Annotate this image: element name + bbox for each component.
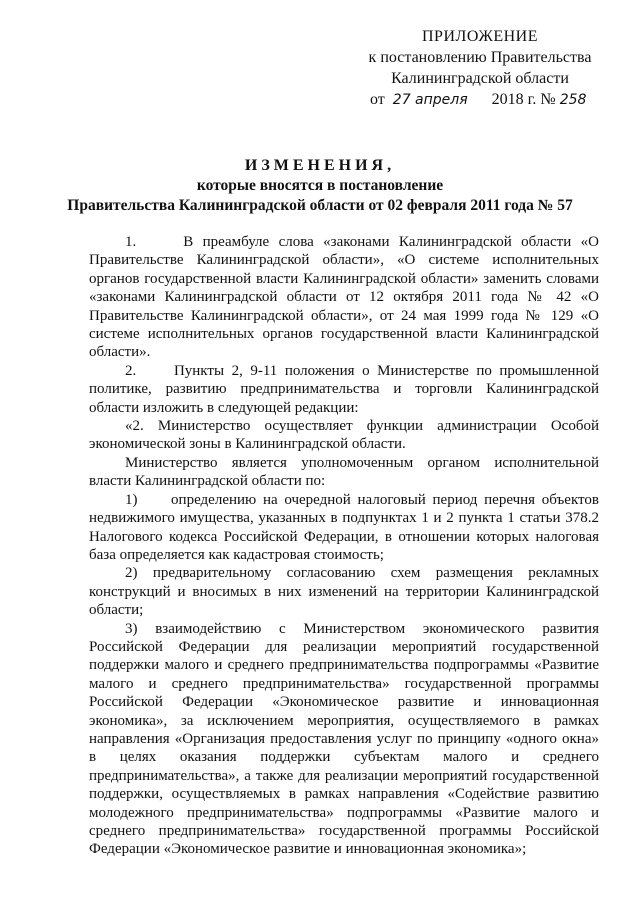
appendix-block: [360, 26, 600, 111]
document-body: [89, 233, 599, 859]
paragraph-7: 3) взаимодействию с Министерством экономического развития Российской Федерации для реализации мероприятий государственной поддержки малого и среднего предпринимательства подпрограммы «Развитие малого и среднего предпринимательства» государственной программы Российской Федерации «Экономическое развитие и инновационная экономика», за исключением мероприятия, осуществляемого в рамках направления «Организация предоставления услуг по принципу «одного окна» в целях оказания поддержки субъектам малого и среднего предпринимательства», а также для реализации мероприятий государственной поддержки, осуществляемых в рамках направления «Содействие развитию молодежного предпринимательства» подпрограммы «Развитие малого и среднего предпринимательства» государственной программы Российской Федерации «Экономическое развитие и инновационная экономика»;: [89, 620, 599, 858]
paragraph-1: 1. В преамбуле слова «законами Калининградской области «О Правительстве Калининградской области», «О системе исполнительных органов государственной власти Калининградской области» заменить словами «законами Калининградской области от 12 октября 2011 года № 42 «О Правительстве Калининградской области», от 24 мая 1999 года № 129 «О системе исполнительных органов государственной власти Калининградской области».: [89, 234, 599, 361]
paragraph-2: 2. Пункты 2, 9-11 положения о Министерстве по промышленной политике, развитию предпринимательства и торговли Калининградской области изложить в следующей редакции:: [89, 362, 599, 416]
document-heading: [40, 156, 600, 216]
date-day-month: 27 апреля: [392, 92, 468, 108]
appendix-line-1: к постановлению Правительства: [368, 49, 592, 66]
date-prefix: от: [370, 91, 385, 108]
heading-title: ИЗМЕНЕНИЯ,: [244, 157, 396, 174]
document-number: 258: [559, 92, 587, 108]
heading-subtitle: которые вносятся в постановление: [196, 177, 444, 194]
appendix-title: ПРИЛОЖЕНИЕ: [421, 28, 538, 45]
appendix-date-line: [360, 89, 600, 111]
heading-subtitle-2: Правительства Калининградской области от 02 февраля 2011 года № 57: [67, 197, 573, 214]
appendix-line-2: Калининградской области: [391, 70, 569, 87]
paragraph-3: «2. Министерство осуществляет функции администрации Особой экономической зоны в Калининградской области.: [89, 418, 599, 453]
paragraph-6: 2) предварительному согласованию схем размещения рекламных конструкций и вносимых в них изменений на территории Калининградской области;: [89, 565, 599, 619]
paragraph-4: Министерство является уполномоченным органом исполнительной власти Калининградской области по:: [89, 454, 599, 490]
date-year: 2018 г. №: [491, 91, 556, 108]
paragraph-5: 1) определению на очередной налоговый период перечня объектов недвижимого имущества, указанных в подпунктах 1 и 2 пункта 1 статьи 378.2 Налогового кодекса Российской Федерации, в отношении которых налоговая база определяется как кадастровая стоимость;: [89, 491, 599, 563]
